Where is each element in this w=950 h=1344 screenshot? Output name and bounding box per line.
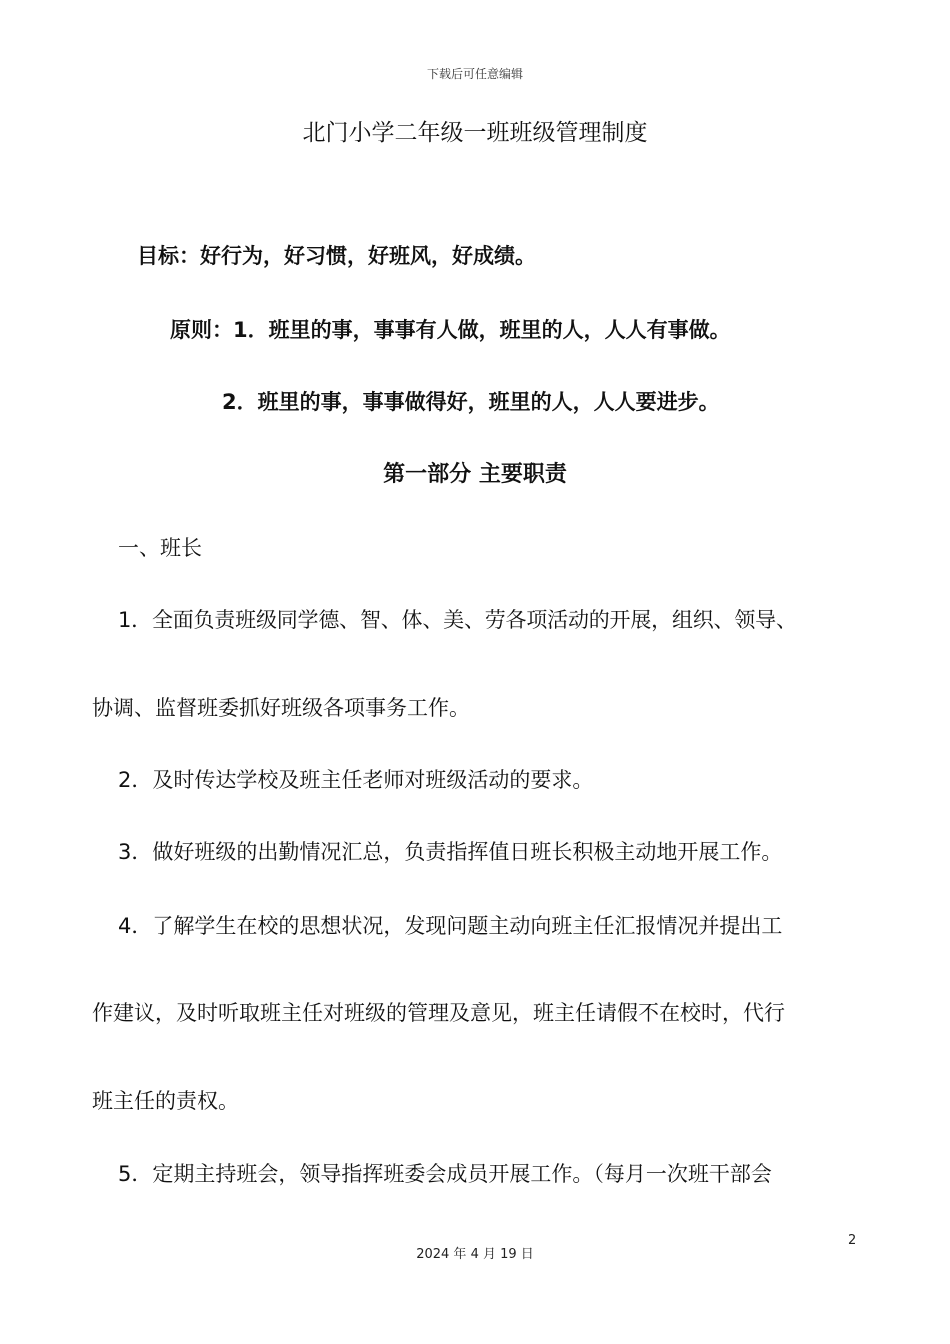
body-line: 4．了解学生在校的思想状况，发现问题主动向班主任汇报情况并提出工 bbox=[118, 914, 783, 938]
body-line: 2．及时传达学校及班主任老师对班级活动的要求。 bbox=[118, 768, 594, 792]
subsection-heading-monitor: 一、班长 bbox=[118, 536, 202, 560]
body-line: 作建议，及时听取班主任对班级的管理及意见，班主任请假不在校时，代行 bbox=[92, 1001, 785, 1025]
footer-date: 2024 年 4 月 19 日 bbox=[416, 1247, 534, 1262]
document-title: 北门小学二年级一班班级管理制度 bbox=[302, 120, 648, 146]
body-line: 1．全面负责班级同学德、智、体、美、劳各项活动的开展，组织、领导、 bbox=[118, 608, 797, 632]
page-number: 2 bbox=[848, 1233, 857, 1248]
body-line: 协调、监督班委抓好班级各项事务工作。 bbox=[92, 696, 470, 720]
body-line: 3．做好班级的出勤情况汇总，负责指挥值日班长积极主动地开展工作。 bbox=[118, 840, 783, 864]
principle-line-2: 2．班里的事，事事做得好，班里的人，人人要进步。 bbox=[222, 390, 720, 414]
body-line: 班主任的责权。 bbox=[92, 1089, 239, 1113]
header-note: 下载后可任意编辑 bbox=[426, 67, 523, 81]
body-line: 5．定期主持班会，领导指挥班委会成员开展工作。（每月一次班干部会 bbox=[118, 1162, 772, 1186]
principle-line-1: 原则：1．班里的事，事事有人做，班里的人，人人有事做。 bbox=[170, 318, 731, 342]
goal-line: 目标：好行为，好习惯，好班风，好成绩。 bbox=[137, 244, 536, 268]
section-title: 第一部分 主要职责 bbox=[383, 462, 567, 487]
